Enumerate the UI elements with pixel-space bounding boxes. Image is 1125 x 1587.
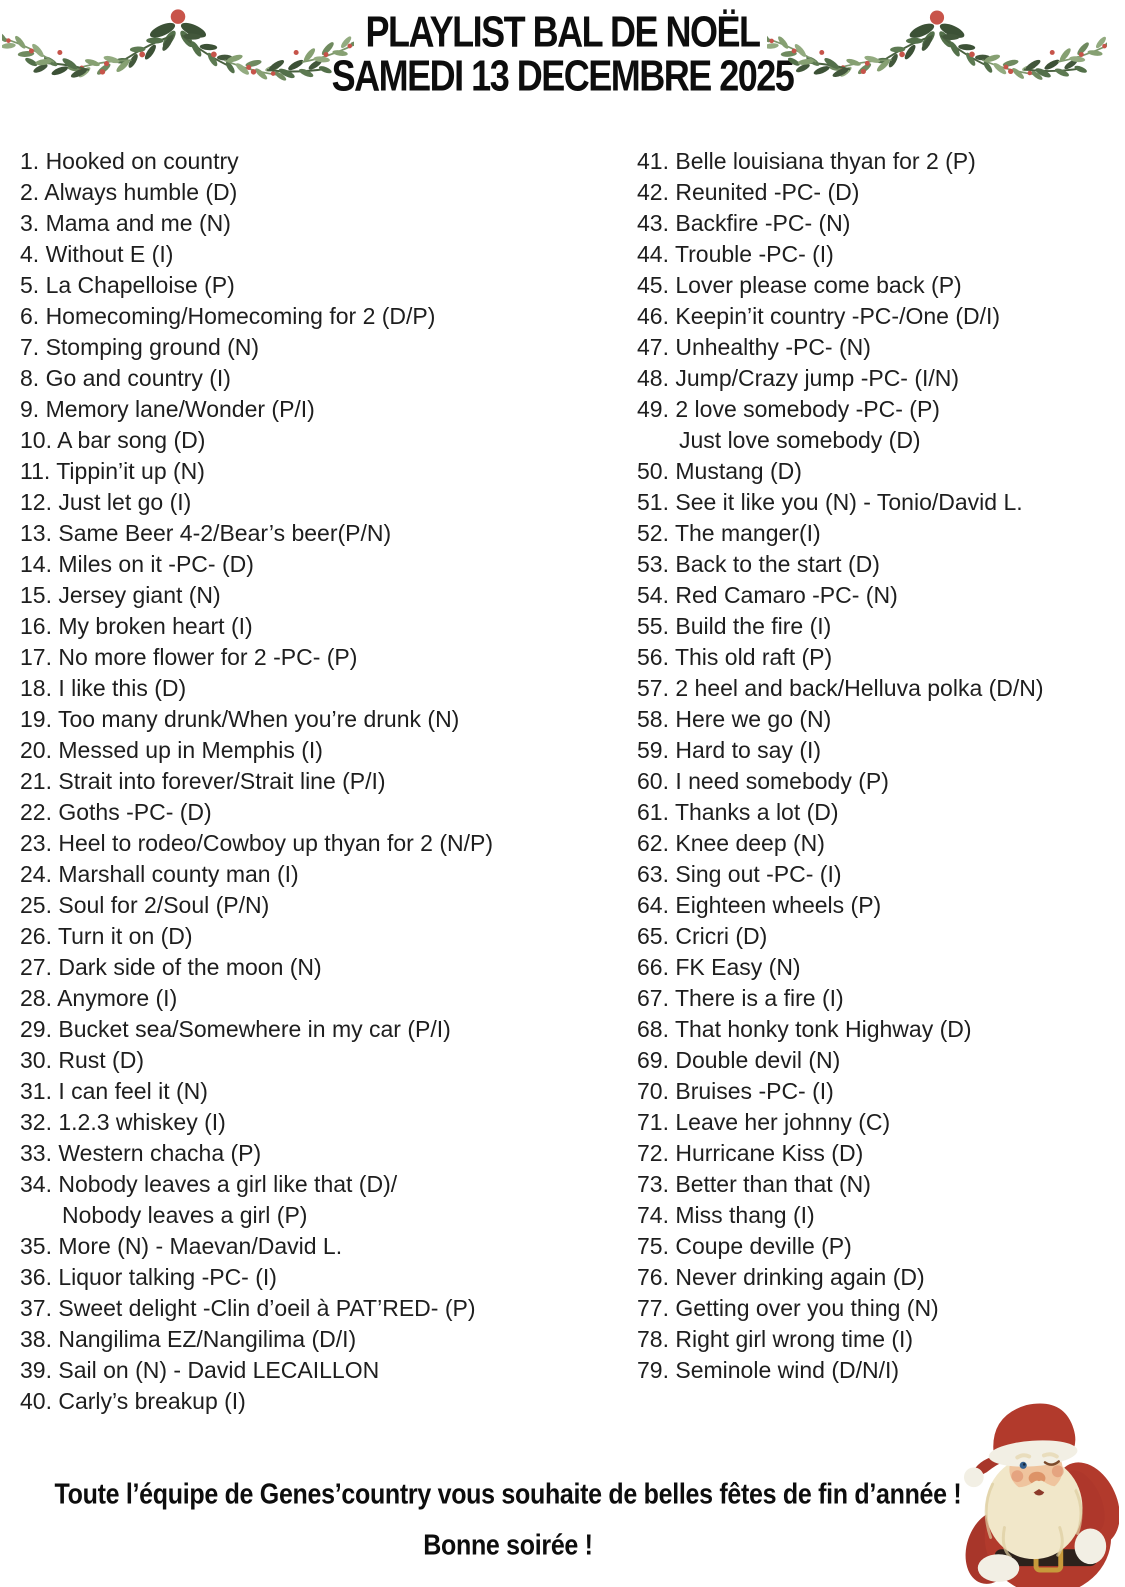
list-item: 50. Mustang (D): [637, 458, 802, 484]
list-item: 43. Backfire -PC- (N): [637, 210, 851, 236]
list-item: 45. Lover please come back (P): [637, 272, 962, 298]
list-item: 1. Hooked on country: [20, 148, 239, 174]
list-item: 52. The manger(I): [637, 520, 821, 546]
list-item: 7. Stomping ground (N): [20, 334, 260, 360]
list-item: 66. FK Easy (N): [637, 954, 801, 980]
list-item: 56. This old raft (P): [637, 644, 833, 670]
playlist-column-right: [637, 146, 1119, 1386]
list-item: 79. Seminole wind (D/N/I): [637, 1357, 900, 1383]
list-item: 36. Liquor talking -PC- (I): [20, 1264, 277, 1290]
header: [323, 6, 803, 100]
list-item: 19. Too many drunk/When you’re drunk (N): [20, 706, 460, 732]
list-item: 4. Without E (I): [20, 241, 174, 267]
list-item: 74. Miss thang (I): [637, 1202, 815, 1228]
list-item: 77. Getting over you thing (N): [637, 1295, 939, 1321]
list-item: 64. Eighteen wheels (P): [637, 892, 882, 918]
playlist-column-left: [20, 146, 625, 1417]
list-item: 24. Marshall county man (I): [20, 861, 299, 887]
list-item: 27. Dark side of the moon (N): [20, 954, 322, 980]
list-item: 31. I can feel it (N): [20, 1078, 208, 1104]
list-item: 48. Jump/Crazy jump -PC- (I/N): [637, 365, 960, 391]
list-item: 28. Anymore (I): [20, 985, 178, 1011]
list-item: 40. Carly’s breakup (I): [20, 1388, 246, 1414]
list-item: 37. Sweet delight -Clin d’oeil à PAT’RED- (P): [20, 1295, 476, 1321]
list-item: 26. Turn it on (D): [20, 923, 193, 949]
list-item: 60. I need somebody (P): [637, 768, 889, 794]
list-item: 49. 2 love somebody -PC- (P) Just love somebody (D): [637, 396, 940, 453]
list-item: 17. No more flower for 2 -PC- (P): [20, 644, 358, 670]
list-item: 33. Western chacha (P): [20, 1140, 262, 1166]
list-item: 42. Reunited -PC- (D): [637, 179, 860, 205]
list-item: 22. Goths -PC- (D): [20, 799, 212, 825]
list-item: 39. Sail on (N) - David LECAILLON: [20, 1357, 380, 1383]
list-item: 51. See it like you (N) - Tonio/David L.: [637, 489, 1023, 515]
list-item: 16. My broken heart (I): [20, 613, 253, 639]
page-date: SAMEDI 13 DECEMBRE 2025: [331, 50, 794, 100]
list-item: 9. Memory lane/Wonder (P/I): [20, 396, 315, 422]
list-item: 10. A bar song (D): [20, 427, 206, 453]
list-item: 68. That honky tonk Highway (D): [637, 1016, 972, 1042]
list-item: 2. Always humble (D): [20, 179, 238, 205]
santa-claus-icon: [961, 1399, 1119, 1587]
list-item: 21. Strait into forever/Strait line (P/I): [20, 768, 386, 794]
list-item: 30. Rust (D): [20, 1047, 144, 1073]
list-item: 71. Leave her johnny (C): [637, 1109, 891, 1135]
list-item: 75. Coupe deville (P): [637, 1233, 852, 1259]
list-item: 14. Miles on it -PC- (D): [20, 551, 254, 577]
list-item: 8. Go and country (I): [20, 365, 231, 391]
list-item: 61. Thanks a lot (D): [637, 799, 839, 825]
list-item: 15. Jersey giant (N): [20, 582, 221, 608]
list-item: 53. Back to the start (D): [637, 551, 880, 577]
footer: [0, 1478, 1016, 1562]
list-item: 20. Messed up in Memphis (I): [20, 737, 323, 763]
list-item: 76. Never drinking again (D): [637, 1264, 925, 1290]
list-item: 32. 1.2.3 whiskey (I): [20, 1109, 226, 1135]
list-item: 35. More (N) - Maevan/David L.: [20, 1233, 343, 1259]
list-item: 25. Soul for 2/Soul (P/N): [20, 892, 270, 918]
list-item: 38. Nangilima EZ/Nangilima (D/I): [20, 1326, 357, 1352]
list-item: 58. Here we go (N): [637, 706, 832, 732]
list-item: 69. Double devil (N): [637, 1047, 841, 1073]
list-item: 44. Trouble -PC- (I): [637, 241, 834, 267]
page-title: PLAYLIST BAL DE NOËL: [365, 6, 760, 57]
list-item: 65. Cricri (D): [637, 923, 768, 949]
list-item: 54. Red Camaro -PC- (N): [637, 582, 898, 608]
list-item: 5. La Chapelloise (P): [20, 272, 235, 298]
list-item: 55. Build the fire (I): [637, 613, 832, 639]
christmas-garland-left-icon: [2, 6, 354, 98]
list-item: 70. Bruises -PC- (I): [637, 1078, 834, 1104]
list-item: 67. There is a fire (I): [637, 985, 844, 1011]
list-item: 3. Mama and me (N): [20, 210, 231, 236]
list-item: 47. Unhealthy -PC- (N): [637, 334, 871, 360]
list-item: 62. Knee deep (N): [637, 830, 825, 856]
list-item: 63. Sing out -PC- (I): [637, 861, 842, 887]
list-item: 34. Nobody leaves a girl like that (D)/ Nobody leaves a girl (P): [20, 1171, 398, 1228]
list-item: 72. Hurricane Kiss (D): [637, 1140, 864, 1166]
list-item: 57. 2 heel and back/Helluva polka (D/N): [637, 675, 1044, 701]
list-item: 13. Same Beer 4-2/Bear’s beer(P/N): [20, 520, 392, 546]
footer-message: Toute l’équipe de Genes’country vous souhaite de belles fêtes de fin d’année !: [54, 1478, 962, 1511]
christmas-garland-right-icon: [767, 6, 1107, 98]
list-item: 73. Better than that (N): [637, 1171, 871, 1197]
list-item: 23. Heel to rodeo/Cowboy up thyan for 2 (N/P): [20, 830, 494, 856]
list-item: 18. I like this (D): [20, 675, 187, 701]
footer-signoff: Bonne soirée !: [423, 1529, 593, 1562]
list-item: 11. Tippin’it up (N): [20, 458, 205, 484]
list-item: 59. Hard to say (I): [637, 737, 822, 763]
list-item: 78. Right girl wrong time (I): [637, 1326, 914, 1352]
list-item: 12. Just let go (I): [20, 489, 192, 515]
list-item: 41. Belle louisiana thyan for 2 (P): [637, 148, 976, 174]
list-item: 46. Keepin’it country -PC-/One (D/I): [637, 303, 1001, 329]
list-item: 29. Bucket sea/Somewhere in my car (P/I): [20, 1016, 451, 1042]
list-item: 6. Homecoming/Homecoming for 2 (D/P): [20, 303, 436, 329]
